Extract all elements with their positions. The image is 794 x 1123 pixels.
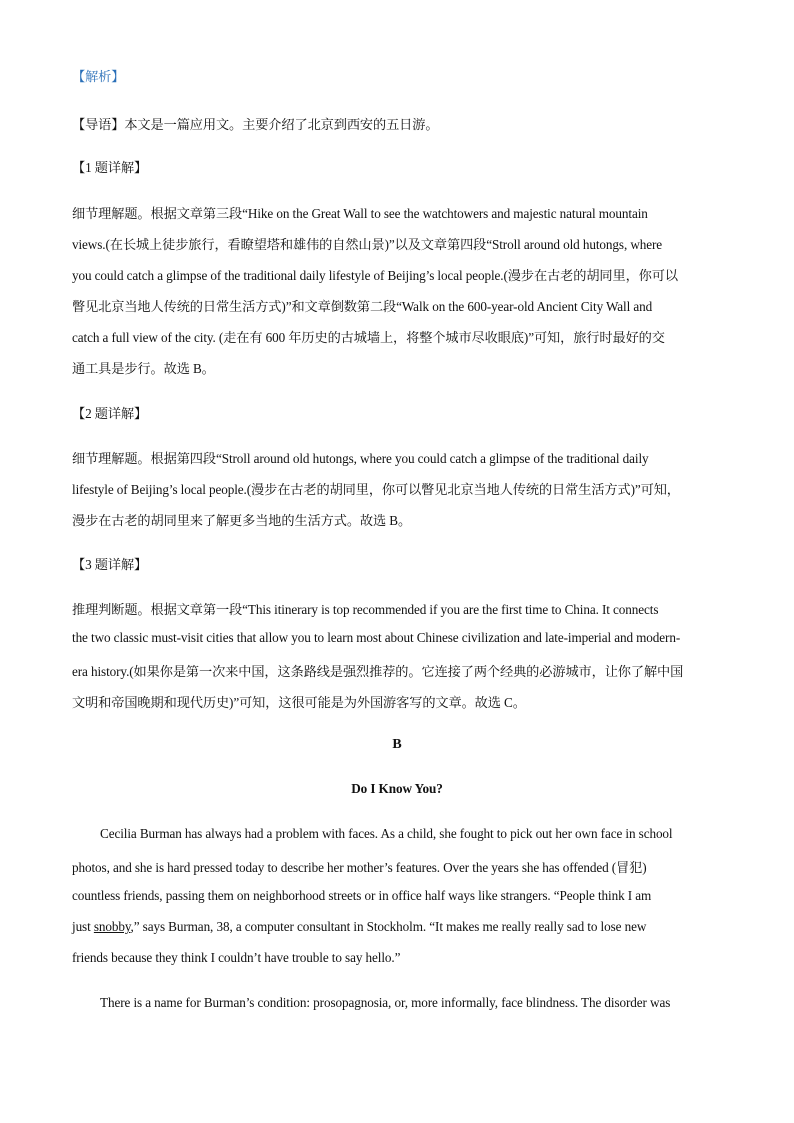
q3-line-2: the two classic must-visit cities that allow you to learn most about Chinese civilization and late-imperial and modern- (72, 630, 681, 645)
q1-line-6: 通工具是步行。故选 B。 (72, 361, 215, 376)
p1-line-1: Cecilia Burman has always had a problem with faces. As a child, she fought to pick out her own face in school (100, 826, 673, 841)
p1-line-5: friends because they think I couldn’t have trouble to say hello.” (72, 950, 401, 965)
underlined-word-snobby: snobby (93, 919, 131, 934)
p1-line-2: photos, and she is hard pressed today to describe her mother’s features. Over the years she has offended (冒犯) (72, 860, 647, 875)
intro-line: 【导语】本文是一篇应用文。主要介绍了北京到西安的五日游。 (72, 117, 439, 132)
p2-line-1: There is a name for Burman’s condition: prosopagnosia, or, more informally, face blindness. The disorder was (100, 995, 671, 1010)
q1-line-2: views.(在长城上徒步旅行，看瞭望塔和雄伟的自然山景)”以及文章第四段“Stroll around old hutongs, where (72, 237, 663, 252)
q3-line-1: 推理判断题。根据文章第一段“This itinerary is top recommended if you are the first time to China. It connects (72, 602, 659, 617)
q1-line-3: you could catch a glimpse of the traditional daily lifestyle of Beijing’s local people.(漫步在古老的胡同里，你可以 (72, 268, 678, 283)
analysis-heading: 【解析】 (72, 69, 125, 84)
q2-line-3: 漫步在古老的胡同里来了解更多当地的生活方式。故选 B。 (72, 513, 412, 528)
p1-line-4-pre: just (72, 919, 94, 934)
p1-line-4-post: ,” says Burman, 38, a computer consultant in Stockholm. “It makes me really really sad to lose new (130, 919, 647, 934)
passage-title: Do I Know You? (351, 781, 443, 796)
q2-line-2: lifestyle of Beijing’s local people.(漫步在古老的胡同里，你可以瞥见北京当地人传统的日常生活方式)”可知， (72, 482, 680, 497)
q2-line-1: 细节理解题。根据第四段“Stroll around old hutongs, where you could catch a glimpse of the traditional daily (72, 451, 649, 466)
q3-heading: 【3 题详解】 (72, 557, 148, 572)
q3-line-3: era history.(如果你是第一次来中国，这条路线是强烈推荐的。它连接了两个经典的必游城市，让你了解中国 (72, 664, 684, 679)
q1-line-1: 细节理解题。根据文章第三段“Hike on the Great Wall to see the watchtowers and majestic natural mountain (72, 206, 648, 221)
q1-heading: 【1 题详解】 (72, 160, 148, 175)
p1-line-3: countless friends, passing them on neighborhood streets or in office half ways like strangers. “People think I am (72, 888, 652, 903)
section-letter: B (392, 737, 402, 752)
q1-line-4: 瞥见北京当地人传统的日常生活方式)”和文章倒数第二段“Walk on the 600-year-old Ancient City Wall and (72, 299, 653, 314)
q2-heading: 【2 题详解】 (72, 406, 148, 421)
q3-line-4: 文明和帝国晚期和现代历史)”可知，这很可能是为外国游客写的文章。故选 C。 (72, 695, 526, 710)
p1-line-4 (72, 919, 724, 935)
q1-line-5: catch a full view of the city. (走在有 600 年历史的古城墙上，将整个城市尽收眼底)”可知，旅行时最好的交 (72, 330, 665, 345)
